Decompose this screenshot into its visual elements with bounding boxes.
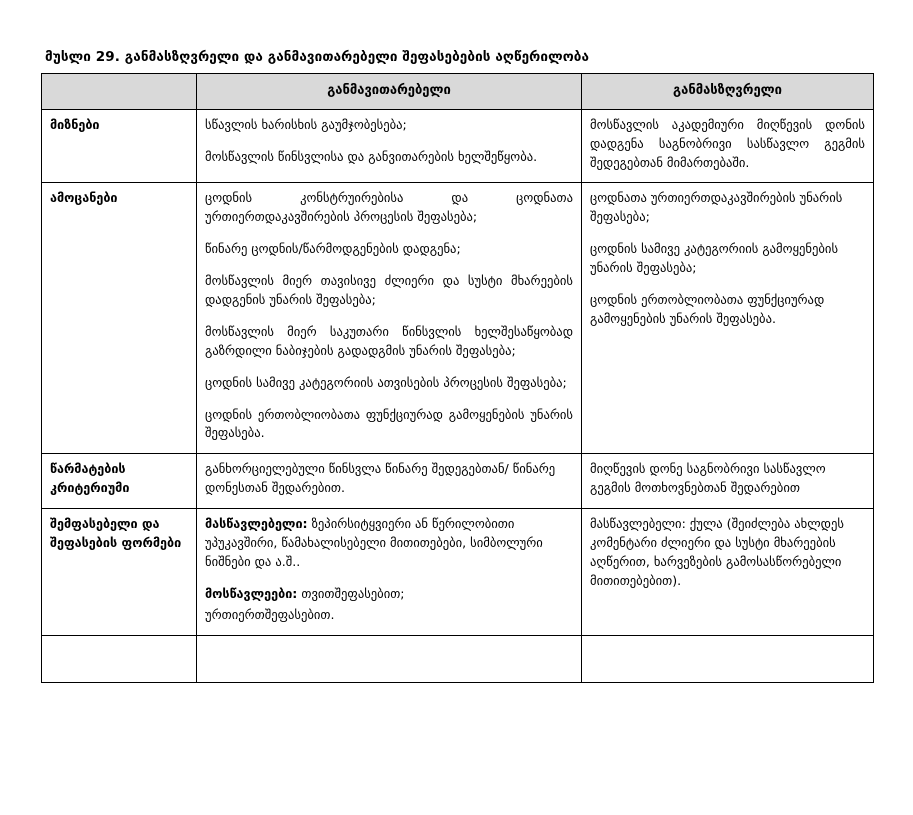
row-label-goals: მიზნები — [42, 109, 197, 183]
table-header-corner — [42, 74, 197, 110]
assessment-table — [41, 73, 874, 682]
paragraph: წინარე ცოდნის/წარმოდგენების დადგენა; — [205, 241, 461, 257]
row-label-objectives: ამოცანები — [42, 183, 197, 454]
cell-spacer-left — [42, 635, 197, 682]
cell-objectives-summative — [582, 183, 874, 454]
row-label-assessor-forms: შემფასებელი და შეფასების ფორმები — [42, 509, 197, 635]
table-row — [42, 509, 874, 635]
table-row — [42, 454, 874, 509]
paragraph — [205, 585, 573, 604]
paragraph: ცოდნის ერთობლიობათა ფუნქციურად გამოყენების უნარის შეფასება. — [590, 291, 825, 326]
table-row — [42, 183, 874, 454]
paragraph: მოსწავლის მიერ თავისივე ძლიერი და სუსტი მხარეების დადგენის უნარის შეფასება; — [205, 273, 573, 307]
paragraph: ურთიერთშეფასებით. — [205, 606, 335, 622]
table-header-summative: განმასზღვრელი — [582, 74, 874, 110]
paragraph: მასწავლებელი: ქულა (შეიძლება ახლდეს კომენტარი ძლიერი და სუსტი მხარეების აღწერით, ხარვეზების გამოსასწორებელი მითითებებით). — [590, 516, 844, 588]
row-label-success-criteria: წარმატების კრიტერიუმი — [42, 454, 197, 509]
assessor-students-label: მოსწავლეები: — [205, 585, 298, 601]
cell-criteria-summative — [582, 454, 874, 509]
table-caption: მუსლი 29. განმასზღვრელი და განმავითარებელი შეფასებების აღწერილობა — [45, 49, 590, 65]
paragraph: მიღწევის დონე საგნობრივი სასწავლო გეგმის მოთხოვნებთან შედარებით — [590, 461, 826, 496]
cell-criteria-formative — [197, 454, 582, 509]
table-header-row — [42, 74, 874, 110]
cell-spacer-mid — [197, 635, 582, 682]
table-header-formative: განმავითარებელი — [197, 74, 582, 110]
paragraph: მოსწავლის აკადემიური მიღწევის დონის დადგენა საგნობრივი სასწავლო გეგმის შედეგებთან მიმართებაში. — [590, 116, 865, 170]
cell-goals-formative — [197, 109, 582, 183]
table-row-spacer — [42, 635, 874, 682]
cell-forms-formative — [197, 509, 582, 635]
cell-forms-summative — [582, 509, 874, 635]
cell-spacer-right — [582, 635, 874, 682]
cell-objectives-formative — [197, 183, 582, 454]
paragraph: მოსწავლის მიერ საკუთარი წინსვლის ხელშესაწყობად გაზრდილი ნაბიჯების გადადგმის უნარის შეფასება; — [205, 323, 573, 358]
paragraph: განხორციელებული წინსვლა წინარე შედეგებთან/ წინარე დონესთან შედარებით. — [205, 461, 556, 496]
paragraph: სწავლის ხარისხის გაუმჯობესება; — [205, 116, 407, 132]
assessor-teacher-label: მასწავლებელი: — [205, 516, 308, 532]
paragraph: ცოდნის სამივე კატეგორიის ათვისების პროცესის შეფასება; — [205, 374, 567, 390]
table-row — [42, 109, 874, 183]
assessor-teacher-text: ზეპირსიტყვიერი ან წერილობითი უპუკავშირი, წამახალისებელი მითითებები, სიმბოლური ნიშნები და ა.შ.. — [205, 516, 543, 569]
cell-goals-summative — [582, 109, 874, 183]
paragraph: მოსწავლის წინსვლისა და განვითარების ხელშეწყობა. — [205, 148, 538, 164]
paragraph: ცოდნის კონსტრუირებისა და ცოდნათა ურთიერთდაკავშირების პროცესის შეფასება; — [205, 190, 573, 225]
paragraph — [205, 515, 573, 572]
paragraph: ცოდნათა ურთიერთდაკავშირების უნარის შეფასება; — [590, 190, 843, 225]
assessor-students-text: თვითშეფასებით; — [297, 585, 405, 601]
paragraph: ცოდნის სამივე კატეგორიის გამოყენების უნარის შეფასება; — [590, 241, 839, 276]
paragraph: ცოდნის ერთობლიობათა ფუნქციურად გამოყენების უნარის შეფასება. — [205, 406, 573, 441]
